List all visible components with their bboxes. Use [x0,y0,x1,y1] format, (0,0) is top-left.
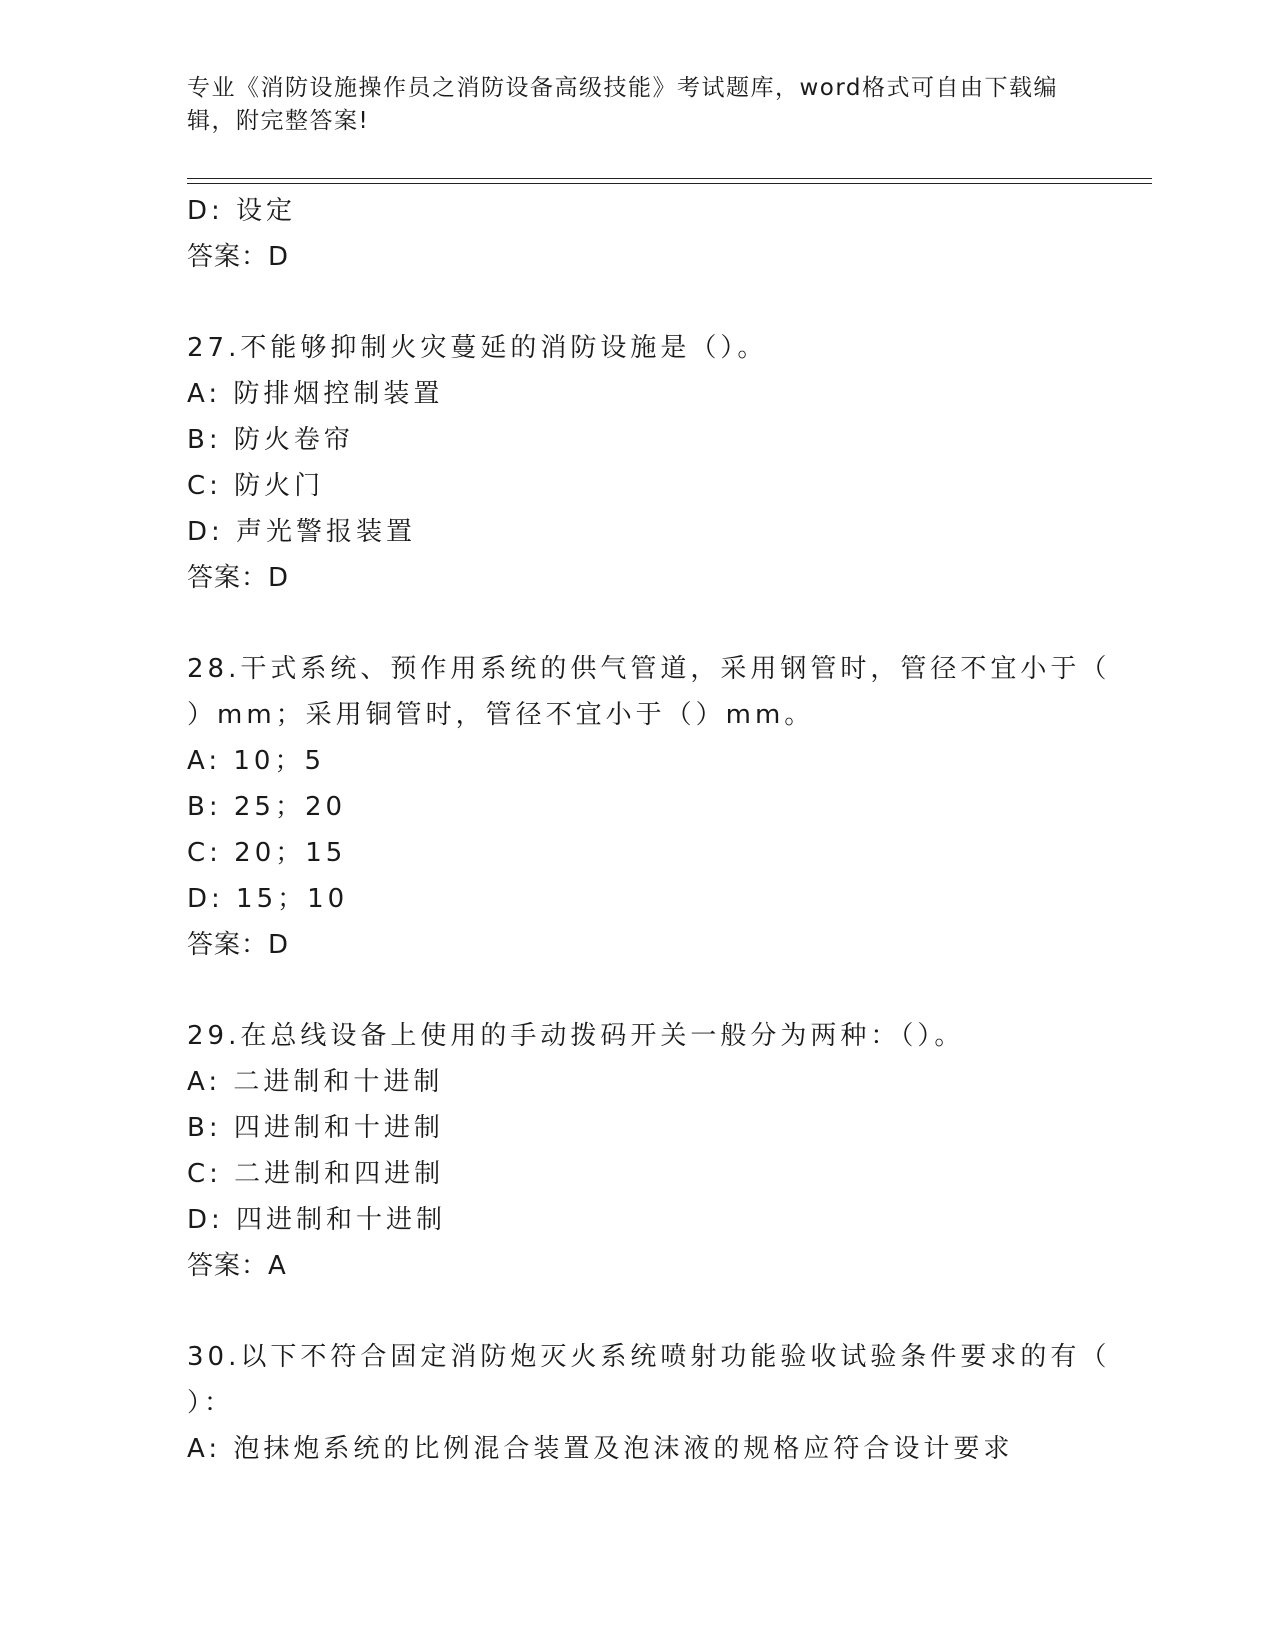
header-text: 专业《消防设施操作员之消防设备高级技能》考试题库，word格式可自由下载编辑，附完整答案! [187,75,1059,134]
question-stem-line-2: ）： [187,1388,235,1418]
option-a: A: 二进制和十进制 [187,1067,444,1097]
question-stem: 29.在总线设备上使用的手动拨码开关一般分为两种：（）。 [187,1021,965,1051]
header-divider-top [187,178,1152,179]
answer: 答案：A [187,1251,287,1281]
question-stem-line-1: 28.干式系统、预作用系统的供气管道，采用钢管时，管径不宜小于（ [187,654,1111,684]
option-b: B: 25；20 [187,792,347,822]
header-divider-bottom [187,183,1152,184]
question-27 [187,325,1087,601]
question-stem-line-2: ）mm；采用铜管时，管径不宜小于（）mm。 [187,700,815,730]
option-b: B: 四进制和十进制 [187,1113,444,1143]
option-c: C: 二进制和四进制 [187,1159,445,1189]
question-29 [187,1013,1087,1289]
answer: 答案：D [187,563,290,593]
option-a: A: 泡抹炮系统的比例混合装置及泡沫液的规格应符合设计要求 [187,1434,1014,1464]
question-28 [187,646,1111,968]
question-list [187,188,1111,1472]
option-d: D: 15；10 [187,884,349,914]
answer: 答案：D [187,930,290,960]
option-c: C: 20；15 [187,838,347,868]
document-header [187,72,1077,138]
option-a: A: 防排烟控制装置 [187,379,444,409]
option-d: D: 四进制和十进制 [187,1205,447,1235]
question-30 [187,1334,1111,1472]
question-stem-line-1: 30.以下不符合固定消防炮灭火系统喷射功能验收试验条件要求的有（ [187,1342,1111,1372]
question-stem: 27.不能够抑制火灾蔓延的消防设施是（）。 [187,333,768,363]
option-b: B: 防火卷帘 [187,425,354,455]
option-d: D: 设定 [187,196,297,226]
answer: 答案：D [187,242,290,272]
option-a: A: 10；5 [187,746,325,776]
option-c: C: 防火门 [187,471,325,501]
option-d: D: 声光警报装置 [187,517,417,547]
